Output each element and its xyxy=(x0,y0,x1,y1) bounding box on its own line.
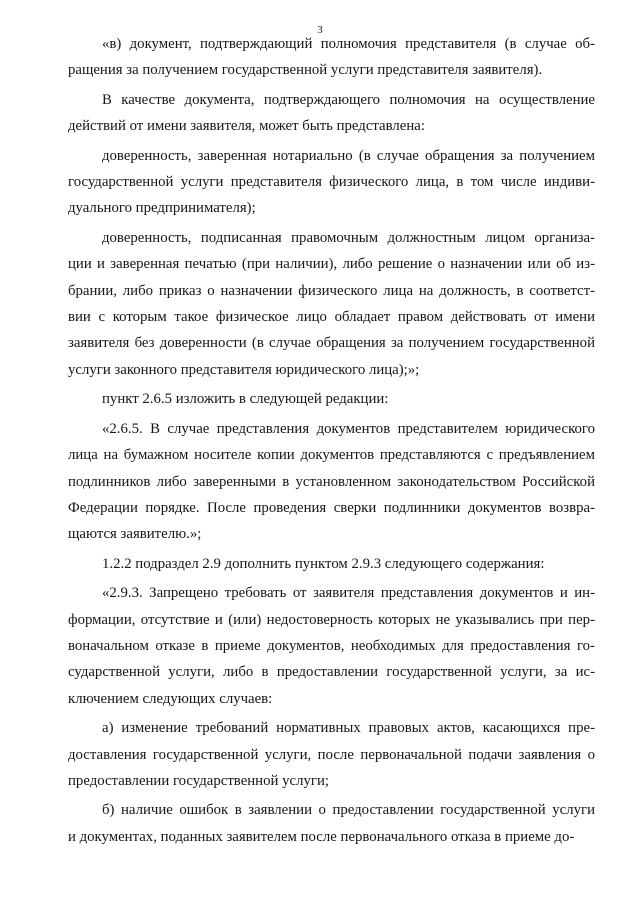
paragraph-line: доверенность, заверенная нотариально (в случае обращения за получением xyxy=(102,147,595,164)
paragraph xyxy=(68,225,595,383)
paragraph-line: сударственной услуги, либо в предоставлении государственной услуги, за ис- xyxy=(68,664,595,681)
paragraph-line: заявителя без доверенности (в случае обращения за получением государственной xyxy=(68,335,595,352)
paragraph xyxy=(68,797,595,850)
paragraph-line: формации, отсутствие и (или) недостоверность которых не указывались при пер- xyxy=(68,611,595,628)
paragraph xyxy=(68,715,595,794)
paragraph-line: вии с которым такое физическое лицо обладает правом действовать от имени xyxy=(68,309,595,326)
paragraph xyxy=(68,143,595,222)
paragraph-line: дуального предпринимателя); xyxy=(68,200,256,217)
paragraph-line: а) изменение требований нормативных правовых актов, касающихся пре- xyxy=(102,720,595,737)
paragraph-line: воначальном отказе в приеме документов, необходимых для предоставления го- xyxy=(68,637,595,654)
paragraph-line: ключением следующих случаев: xyxy=(68,690,273,707)
paragraph-line: лица на бумажном носителе копии документов представляются с предъявлением xyxy=(68,447,595,464)
paragraph-line: б) наличие ошибок в заявлении о предоставлении государственной услуги xyxy=(102,802,595,819)
paragraph xyxy=(68,386,595,412)
document-body xyxy=(68,31,595,850)
paragraph-line: «в) документ, подтверждающий полномочия представителя (в случае об- xyxy=(102,36,595,52)
paragraph-line: услуги законного представителя юридического лица);»; xyxy=(68,361,420,378)
paragraph-line: ции и заверенная печатью (при наличии), либо решение о назначении или об из- xyxy=(68,256,595,273)
paragraph-line: В качестве документа, подтверждающего полномочия на осуществление xyxy=(102,91,595,108)
paragraph-line: «2.6.5. В случае представления документов представителем юридического xyxy=(102,420,595,437)
paragraph-line: Федерации порядке. После проведения сверки подлинники документов возвра- xyxy=(68,499,595,516)
paragraph-line: «2.9.3. Запрещено требовать от заявителя представления документов и ин- xyxy=(102,585,595,602)
paragraph-line: доверенность, подписанная правомочным должностным лицом организа- xyxy=(102,229,595,246)
paragraph xyxy=(68,87,595,140)
paragraph xyxy=(68,31,595,84)
paragraph xyxy=(68,551,595,577)
paragraph xyxy=(68,416,595,548)
paragraph-line: действий от имени заявителя, может быть представлена: xyxy=(68,118,425,135)
page-number: 3 xyxy=(317,24,323,36)
paragraph-line: ращения за получением государственной услуги представителя заявителя). xyxy=(68,62,543,79)
paragraph-line: предоставлении государственной услуги; xyxy=(68,772,329,789)
paragraph-line: щаются заявителю.»; xyxy=(68,526,202,543)
paragraph-line: государственной услуги представителя физического лица, в том числе индиви- xyxy=(68,174,595,191)
paragraph-line: подлинников либо заверенными в установленном законодательством Российской xyxy=(68,473,595,490)
paragraph-line: 1.2.2 подраздел 2.9 дополнить пунктом 2.9.3 следующего содержания: xyxy=(102,555,545,572)
paragraph-line: брании, либо приказ о назначении физического лица на должность, в соответст- xyxy=(68,282,595,299)
paragraph-line: доставления государственной услуги, после первоначальной подачи заявления о xyxy=(68,746,595,763)
paragraph xyxy=(68,580,595,712)
paragraph-line: и документах, поданных заявителем после первоначального отказа в приеме до- xyxy=(68,828,575,845)
paragraph-line: пункт 2.6.5 изложить в следующей редакции: xyxy=(102,391,389,408)
